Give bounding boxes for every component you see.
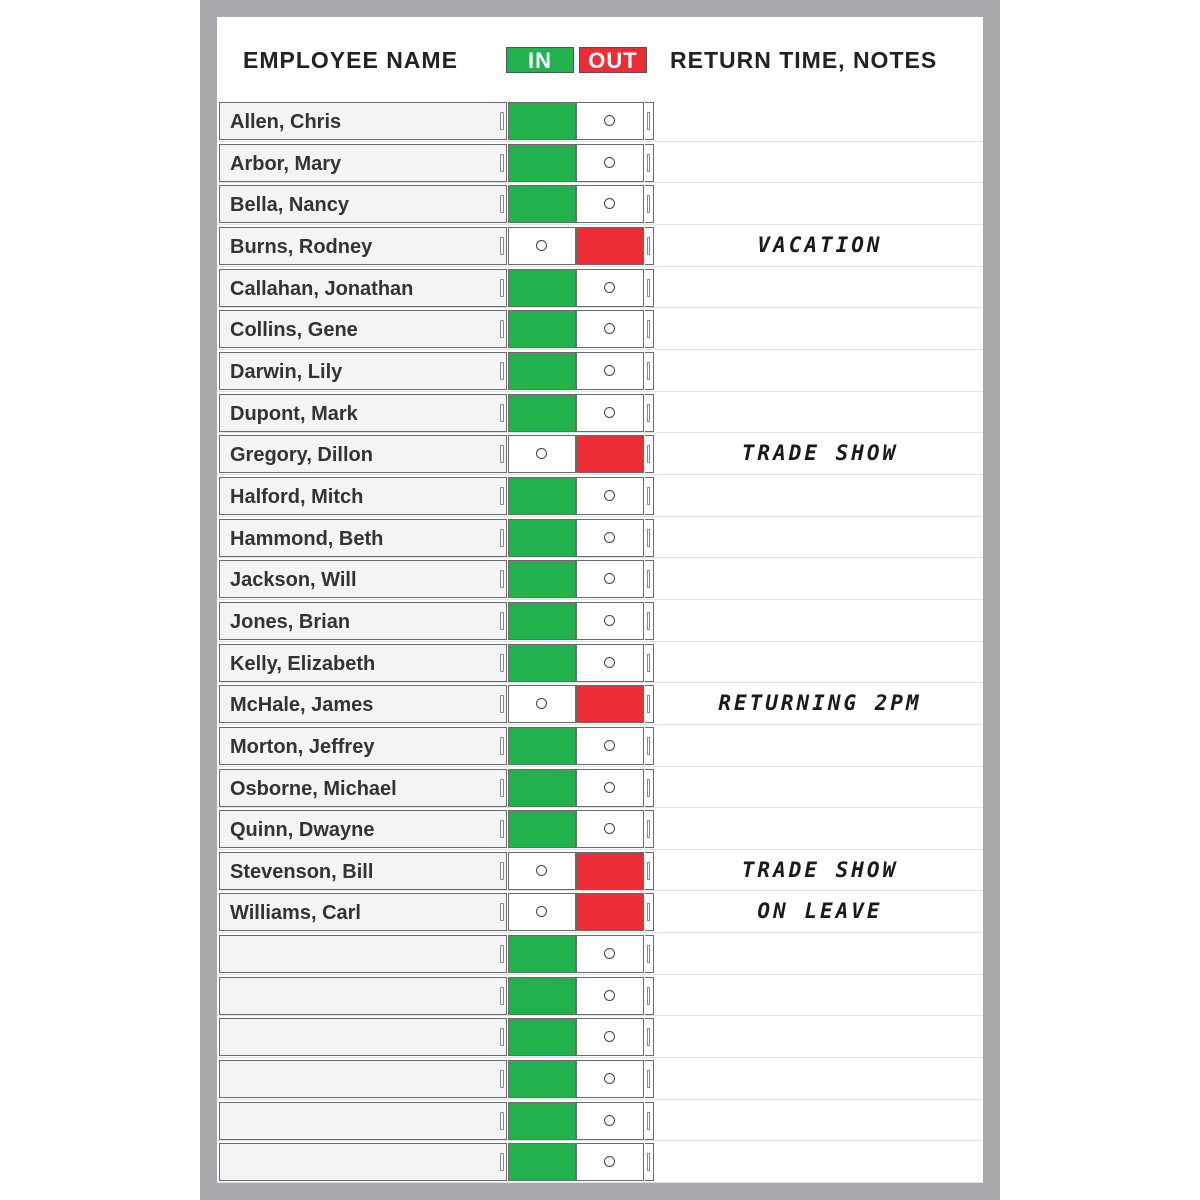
slider-end-stop — [645, 644, 654, 682]
in-slot[interactable] — [508, 144, 576, 182]
slot-knob — [604, 823, 615, 834]
name-strip[interactable] — [219, 893, 507, 931]
employee-name: Allen, Chris — [230, 111, 342, 133]
strip-notch — [500, 445, 504, 463]
employee-name: Quinn, Dwayne — [230, 819, 375, 842]
out-slot[interactable] — [576, 769, 644, 807]
slot-knob — [604, 1031, 615, 1042]
in-slot[interactable] — [508, 269, 576, 307]
slider-end-stop — [645, 519, 654, 557]
slot-knob — [604, 115, 615, 126]
strip-notch — [500, 1153, 504, 1171]
employee-row — [217, 475, 983, 517]
name-strip[interactable] — [219, 519, 507, 557]
handwritten-note: TRADE SHOW — [741, 441, 899, 466]
employee-row — [217, 683, 983, 725]
employee-row — [217, 891, 983, 933]
slider-end-stop — [645, 394, 654, 432]
name-strip[interactable] — [219, 310, 507, 348]
out-slot[interactable] — [576, 477, 644, 515]
slot-knob — [604, 740, 615, 751]
slot-knob — [604, 990, 615, 1001]
employee-name: Morton, Jeffrey — [230, 735, 375, 758]
in-slot[interactable] — [508, 685, 576, 723]
slider-end-stop — [645, 685, 654, 723]
strip-notch — [500, 903, 504, 921]
in-slot[interactable] — [508, 769, 576, 807]
in-slot[interactable] — [508, 1143, 576, 1181]
strip-notch — [500, 1028, 504, 1046]
slider-end-stop — [645, 602, 654, 640]
in-slot[interactable] — [508, 227, 576, 265]
row-divider — [217, 1182, 983, 1183]
strip-notch — [500, 779, 504, 797]
employee-row — [217, 1058, 983, 1100]
slot-knob — [536, 448, 547, 459]
in-slot[interactable] — [508, 352, 576, 390]
strip-notch — [500, 820, 504, 838]
out-slot[interactable] — [576, 1060, 644, 1098]
strip-notch — [500, 320, 504, 338]
employee-row — [217, 1016, 983, 1058]
in-slot[interactable] — [508, 893, 576, 931]
out-slot[interactable] — [576, 435, 644, 473]
name-strip[interactable] — [219, 1060, 507, 1098]
slider-end-stop — [645, 727, 654, 765]
out-slot[interactable] — [576, 227, 644, 265]
slot-knob — [536, 865, 547, 876]
slot-knob — [536, 698, 547, 709]
slot-knob — [536, 906, 547, 917]
slider-end-stop — [645, 852, 654, 890]
slider-end-stop — [645, 769, 654, 807]
strip-notch — [500, 945, 504, 963]
employee-rows — [217, 100, 983, 1183]
employee-row — [217, 558, 983, 600]
employee-name: Jones, Brian — [230, 610, 351, 633]
slot-knob — [604, 1073, 615, 1084]
out-slot[interactable] — [576, 1143, 644, 1181]
slider-end-stop — [645, 269, 654, 307]
in-slot[interactable] — [508, 852, 576, 890]
employee-row — [217, 433, 983, 475]
name-strip[interactable] — [219, 644, 507, 682]
strip-notch — [500, 570, 504, 588]
slider-end-stop — [645, 144, 654, 182]
employee-name: Arbor, Mary — [230, 152, 342, 175]
employee-name: Collins, Gene — [230, 319, 358, 342]
employee-row — [217, 808, 983, 850]
strip-notch — [500, 195, 504, 213]
in-slot[interactable] — [508, 560, 576, 598]
employee-row — [217, 517, 983, 559]
name-strip[interactable] — [219, 977, 507, 1015]
in-slot[interactable] — [508, 394, 576, 432]
slider-end-stop — [645, 352, 654, 390]
out-slot[interactable] — [576, 1018, 644, 1056]
employee-row — [217, 725, 983, 767]
employee-row — [217, 933, 983, 975]
employee-name: Callahan, Jonathan — [230, 277, 414, 300]
strip-notch — [500, 362, 504, 380]
slot-knob — [604, 365, 615, 376]
slot-knob — [604, 782, 615, 793]
slider-end-stop — [645, 935, 654, 973]
slider-end-stop — [645, 102, 654, 140]
employee-row — [217, 642, 983, 684]
out-slot[interactable] — [576, 269, 644, 307]
name-strip[interactable] — [219, 269, 507, 307]
employee-name: Hammond, Beth — [230, 527, 384, 550]
employee-row — [217, 392, 983, 434]
strip-notch — [500, 112, 504, 130]
strip-notch — [500, 612, 504, 630]
employee-row — [217, 1141, 983, 1183]
out-slot[interactable] — [576, 852, 644, 890]
in-slot[interactable] — [508, 185, 576, 223]
slot-knob — [604, 657, 615, 668]
slot-knob — [604, 573, 615, 584]
handwritten-note: VACATION — [757, 232, 883, 257]
employee-name: Dupont, Mark — [230, 402, 358, 425]
in-slot[interactable] — [508, 1060, 576, 1098]
out-slot[interactable] — [576, 352, 644, 390]
name-strip[interactable] — [219, 185, 507, 223]
name-strip[interactable] — [219, 227, 507, 265]
in-slot[interactable] — [508, 1102, 576, 1140]
name-strip[interactable] — [219, 602, 507, 640]
employee-row — [217, 600, 983, 642]
name-strip[interactable] — [219, 144, 507, 182]
employee-name: Stevenson, Bill — [230, 860, 374, 883]
strip-notch — [500, 1112, 504, 1130]
name-strip[interactable] — [219, 852, 507, 890]
in-slot[interactable] — [508, 935, 576, 973]
slider-end-stop — [645, 1060, 654, 1098]
employee-row — [217, 142, 983, 184]
name-strip[interactable] — [219, 560, 507, 598]
employee-row — [217, 308, 983, 350]
out-slot[interactable] — [576, 185, 644, 223]
employee-name: Bella, Nancy — [230, 194, 349, 217]
in-out-board — [200, 0, 1000, 1200]
slider-end-stop — [645, 1018, 654, 1056]
strip-notch — [500, 654, 504, 672]
out-slot[interactable] — [576, 144, 644, 182]
handwritten-note: RETURNING 2PM — [718, 691, 922, 716]
out-column-header: OUT — [579, 47, 647, 73]
name-strip[interactable] — [219, 727, 507, 765]
out-slot[interactable] — [576, 893, 644, 931]
employee-row — [217, 850, 983, 892]
name-strip[interactable] — [219, 810, 507, 848]
name-strip[interactable] — [219, 769, 507, 807]
slot-knob — [604, 198, 615, 209]
in-slot[interactable] — [508, 310, 576, 348]
out-slot[interactable] — [576, 977, 644, 1015]
in-slot[interactable] — [508, 519, 576, 557]
slider-end-stop — [645, 435, 654, 473]
slot-knob — [604, 157, 615, 168]
board-header — [217, 17, 983, 100]
strip-notch — [500, 154, 504, 172]
in-slot[interactable] — [508, 1018, 576, 1056]
out-slot[interactable] — [576, 310, 644, 348]
in-slot[interactable] — [508, 435, 576, 473]
employee-name: Jackson, Will — [230, 569, 357, 592]
slot-knob — [604, 615, 615, 626]
out-slot[interactable] — [576, 644, 644, 682]
slider-end-stop — [645, 560, 654, 598]
out-slot[interactable] — [576, 685, 644, 723]
out-slot[interactable] — [576, 102, 644, 140]
employee-name: McHale, James — [230, 694, 374, 717]
in-slot[interactable] — [508, 602, 576, 640]
employee-name: Williams, Carl — [230, 902, 361, 925]
strip-notch — [500, 987, 504, 1005]
out-slot[interactable] — [576, 935, 644, 973]
name-strip[interactable] — [219, 102, 507, 140]
out-slot[interactable] — [576, 1102, 644, 1140]
name-strip[interactable] — [219, 394, 507, 432]
name-strip[interactable] — [219, 352, 507, 390]
strip-notch — [500, 487, 504, 505]
in-slot[interactable] — [508, 727, 576, 765]
slot-knob — [604, 323, 615, 334]
in-slot[interactable] — [508, 477, 576, 515]
notes-column-header: RETURN TIME, NOTES — [670, 47, 938, 73]
out-slot[interactable] — [576, 394, 644, 432]
board-face — [217, 17, 983, 1183]
strip-notch — [500, 279, 504, 297]
slider-end-stop — [645, 310, 654, 348]
employee-row — [217, 100, 983, 142]
out-slot[interactable] — [576, 727, 644, 765]
employee-name: Darwin, Lily — [230, 360, 343, 383]
slider-end-stop — [645, 227, 654, 265]
name-strip[interactable] — [219, 1143, 507, 1181]
slider-end-stop — [645, 893, 654, 931]
name-strip[interactable] — [219, 1102, 507, 1140]
employee-row — [217, 975, 983, 1017]
slider-end-stop — [645, 1102, 654, 1140]
in-slot[interactable] — [508, 810, 576, 848]
strip-notch — [500, 529, 504, 547]
slider-end-stop — [645, 810, 654, 848]
slot-knob — [604, 532, 615, 543]
name-strip[interactable] — [219, 477, 507, 515]
slot-knob — [536, 240, 547, 251]
strip-notch — [500, 404, 504, 422]
out-slot[interactable] — [576, 602, 644, 640]
slider-end-stop — [645, 977, 654, 1015]
employee-name-header: EMPLOYEE NAME — [243, 47, 458, 73]
in-column-header: IN — [506, 47, 574, 73]
out-slot[interactable] — [576, 810, 644, 848]
name-strip[interactable] — [219, 935, 507, 973]
in-slot[interactable] — [508, 644, 576, 682]
employee-row — [217, 183, 983, 225]
slot-knob — [604, 282, 615, 293]
employee-name: Halford, Mitch — [230, 485, 364, 508]
employee-row — [217, 267, 983, 309]
employee-row — [217, 767, 983, 809]
slot-knob — [604, 407, 615, 418]
in-slot[interactable] — [508, 102, 576, 140]
handwritten-note: TRADE SHOW — [741, 857, 899, 882]
employee-name: Kelly, Elizabeth — [230, 652, 376, 675]
employee-name: Gregory, Dillon — [230, 444, 373, 467]
employee-row — [217, 225, 983, 267]
strip-notch — [500, 695, 504, 713]
strip-notch — [500, 737, 504, 755]
out-slot[interactable] — [576, 560, 644, 598]
slider-end-stop — [645, 185, 654, 223]
employee-row — [217, 1100, 983, 1142]
out-slot[interactable] — [576, 519, 644, 557]
strip-notch — [500, 237, 504, 255]
slot-knob — [604, 490, 615, 501]
handwritten-note: ON LEAVE — [757, 899, 883, 924]
employee-name: Osborne, Michael — [230, 777, 397, 800]
strip-notch — [500, 1070, 504, 1088]
slot-knob — [604, 1115, 615, 1126]
in-slot[interactable] — [508, 977, 576, 1015]
name-strip[interactable] — [219, 1018, 507, 1056]
slot-knob — [604, 1156, 615, 1167]
strip-notch — [500, 862, 504, 880]
name-strip[interactable] — [219, 435, 507, 473]
slider-end-stop — [645, 477, 654, 515]
employee-row — [217, 350, 983, 392]
name-strip[interactable] — [219, 685, 507, 723]
slot-knob — [604, 948, 615, 959]
employee-name: Burns, Rodney — [230, 235, 373, 258]
slider-end-stop — [645, 1143, 654, 1181]
